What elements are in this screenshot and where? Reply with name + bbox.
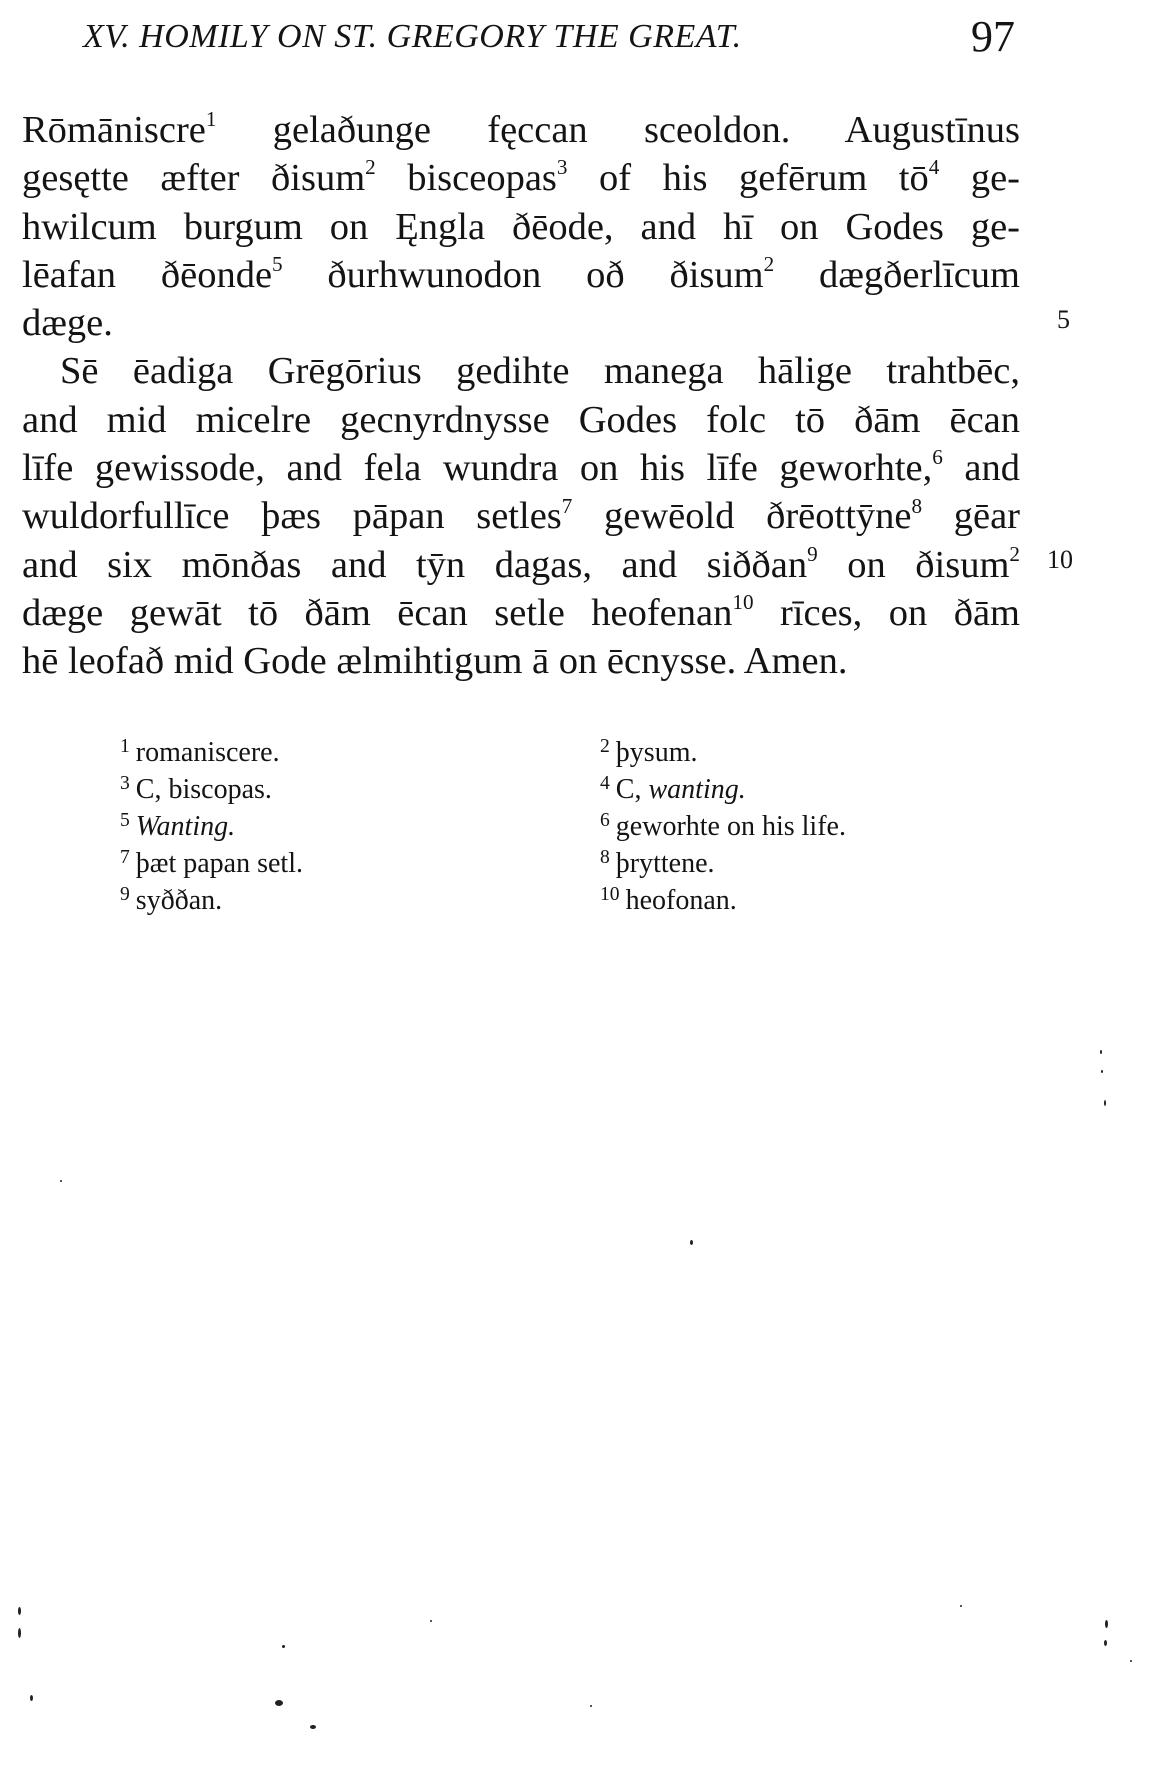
- footnote: [120, 734, 303, 771]
- footnote-number: 9: [120, 884, 130, 906]
- footnote-number: 4: [600, 773, 610, 795]
- footnote-reference: 10: [732, 590, 754, 615]
- footnote-number: 2: [600, 736, 610, 758]
- footnote-text: þryttene.: [615, 848, 715, 879]
- text-line: [22, 589, 1020, 637]
- text-segment: and mid micelre gecnyrdnysse Godes folc tō ðām ēcan: [22, 398, 1020, 441]
- print-speck: [18, 1628, 21, 1638]
- text-line: [22, 541, 1020, 589]
- footnote-number: 7: [120, 847, 130, 869]
- margin-line-number: 10: [1047, 545, 1073, 574]
- print-speck: [1104, 1100, 1106, 1106]
- print-speck: [430, 1620, 432, 1622]
- print-speck: [275, 1700, 283, 1706]
- print-speck: [1105, 1620, 1108, 1628]
- print-speck: [960, 1605, 962, 1607]
- text-line: [22, 444, 1020, 492]
- footnote-reference: 2: [763, 252, 775, 277]
- text-segment: and: [942, 447, 1020, 490]
- footnotes-left-column: [120, 734, 303, 919]
- text-segment: dægðerlīcum: [774, 253, 1020, 296]
- footnote-number: 1: [120, 736, 130, 758]
- text-segment: dæge gewāt tō ðām ēcan setle heofenan: [22, 591, 733, 634]
- footnote-text: wanting.: [648, 774, 746, 805]
- text-segment: dæge.: [22, 302, 113, 345]
- footnote: [120, 845, 303, 882]
- text-segment: līfe gewissode, and fela wundra on his līfe geworhte,: [22, 447, 933, 490]
- footnote-reference: 3: [556, 155, 568, 180]
- text-segment: lēafan ðēonde: [22, 253, 273, 296]
- paragraph: [22, 347, 1020, 685]
- text-segment: gelaðunge fęccan sceoldon. Augustīnus: [216, 109, 1020, 151]
- footnote: [600, 808, 846, 845]
- footnote-text: geworhte on his life.: [615, 811, 846, 842]
- print-speck: [590, 1705, 592, 1707]
- text-segment: gewēold ðrēottȳne: [572, 495, 912, 538]
- text-segment: Rōmāniscre: [22, 109, 206, 151]
- footnote-reference: 2: [365, 155, 376, 180]
- footnote-text: þysum.: [615, 737, 698, 768]
- footnote-text: syððan.: [135, 885, 223, 916]
- text-line: [22, 203, 1020, 251]
- footnote-text: Wanting.: [135, 811, 236, 842]
- print-speck: [30, 1695, 33, 1701]
- running-head-title: XV. HOMILY ON ST. GREGORY THE GREAT.: [83, 18, 742, 55]
- footnote-reference: 5: [272, 252, 283, 277]
- footnote-number: 3: [120, 773, 130, 795]
- footnote-reference: 1: [205, 107, 217, 132]
- margin-line-number: 5: [1057, 305, 1070, 334]
- paragraph: [22, 106, 1020, 347]
- body-text: [22, 106, 1020, 686]
- footnote: [600, 882, 846, 919]
- text-line: [22, 396, 1020, 444]
- text-segment: on ðisum: [817, 543, 1010, 586]
- footnote: [600, 734, 846, 771]
- text-segment: hwilcum burgum on Ęngla ðēode, and hī on Godes ge-: [22, 205, 1020, 248]
- text-line: [22, 347, 1020, 395]
- footnote-text: þæt papan setl.: [135, 848, 303, 879]
- text-segment: ðurhwunodon oð ðisum: [282, 253, 764, 296]
- text-segment: and six mōnðas and tȳn dagas, and siððan: [22, 543, 808, 586]
- text-line: [22, 299, 1020, 347]
- text-line: [22, 492, 1020, 540]
- footnote-number: 6: [600, 810, 610, 832]
- print-speck: [1101, 1070, 1103, 1073]
- running-head: [83, 14, 1015, 60]
- footnotes-right-column: [600, 734, 846, 919]
- text-segment: wuldorfullīce þæs pāpan setles: [22, 495, 562, 538]
- footnote-text: C, biscopas.: [135, 774, 272, 805]
- text-segment: of his gefērum tō: [567, 157, 929, 200]
- print-speck: [1130, 1660, 1132, 1662]
- footnote: [120, 771, 303, 808]
- footnote: [120, 882, 303, 919]
- text-segment: gēar: [922, 495, 1021, 538]
- footnote-reference: 7: [561, 493, 573, 518]
- text-line: [22, 106, 1020, 154]
- footnote-reference: 9: [807, 541, 818, 566]
- print-speck: [690, 1240, 693, 1245]
- print-speck: [282, 1645, 285, 1648]
- footnote-number: 5: [120, 810, 130, 832]
- footnote-reference: 6: [932, 445, 943, 470]
- footnote-reference: 8: [911, 493, 923, 518]
- text-segment: hē leofað mid Gode ælmihtigum ā on ēcnysse. Amen.: [22, 640, 848, 683]
- print-speck: [60, 1180, 62, 1182]
- footnote-reference: 2: [1009, 541, 1020, 566]
- footnote-text: romaniscere.: [135, 737, 280, 768]
- text-segment: bisceopas: [375, 157, 557, 200]
- footnote: [120, 808, 303, 845]
- print-speck: [1104, 1640, 1107, 1646]
- footnote: [600, 771, 846, 808]
- text-segment: rīces, on ðām: [753, 591, 1020, 634]
- text-segment: ge-: [939, 157, 1020, 200]
- print-speck: [1100, 1050, 1102, 1054]
- page-number: 97: [971, 12, 1015, 61]
- print-speck: [310, 1725, 316, 1729]
- print-speck: [18, 1607, 21, 1615]
- footnote: [600, 845, 846, 882]
- text-line: [22, 637, 1020, 685]
- footnote-number: 10: [600, 884, 620, 906]
- footnote-reference: 4: [928, 155, 940, 180]
- text-segment: Sē ēadiga Grēgōrius gedihte manega hālige trahtbēc,: [60, 350, 1020, 393]
- text-line: [22, 251, 1020, 299]
- text-line: [22, 154, 1020, 202]
- footnote-text: C,: [615, 774, 649, 805]
- footnote-number: 8: [600, 847, 610, 869]
- footnote-text: heofonan.: [625, 885, 737, 916]
- text-segment: gesętte æfter ðisum: [22, 157, 366, 200]
